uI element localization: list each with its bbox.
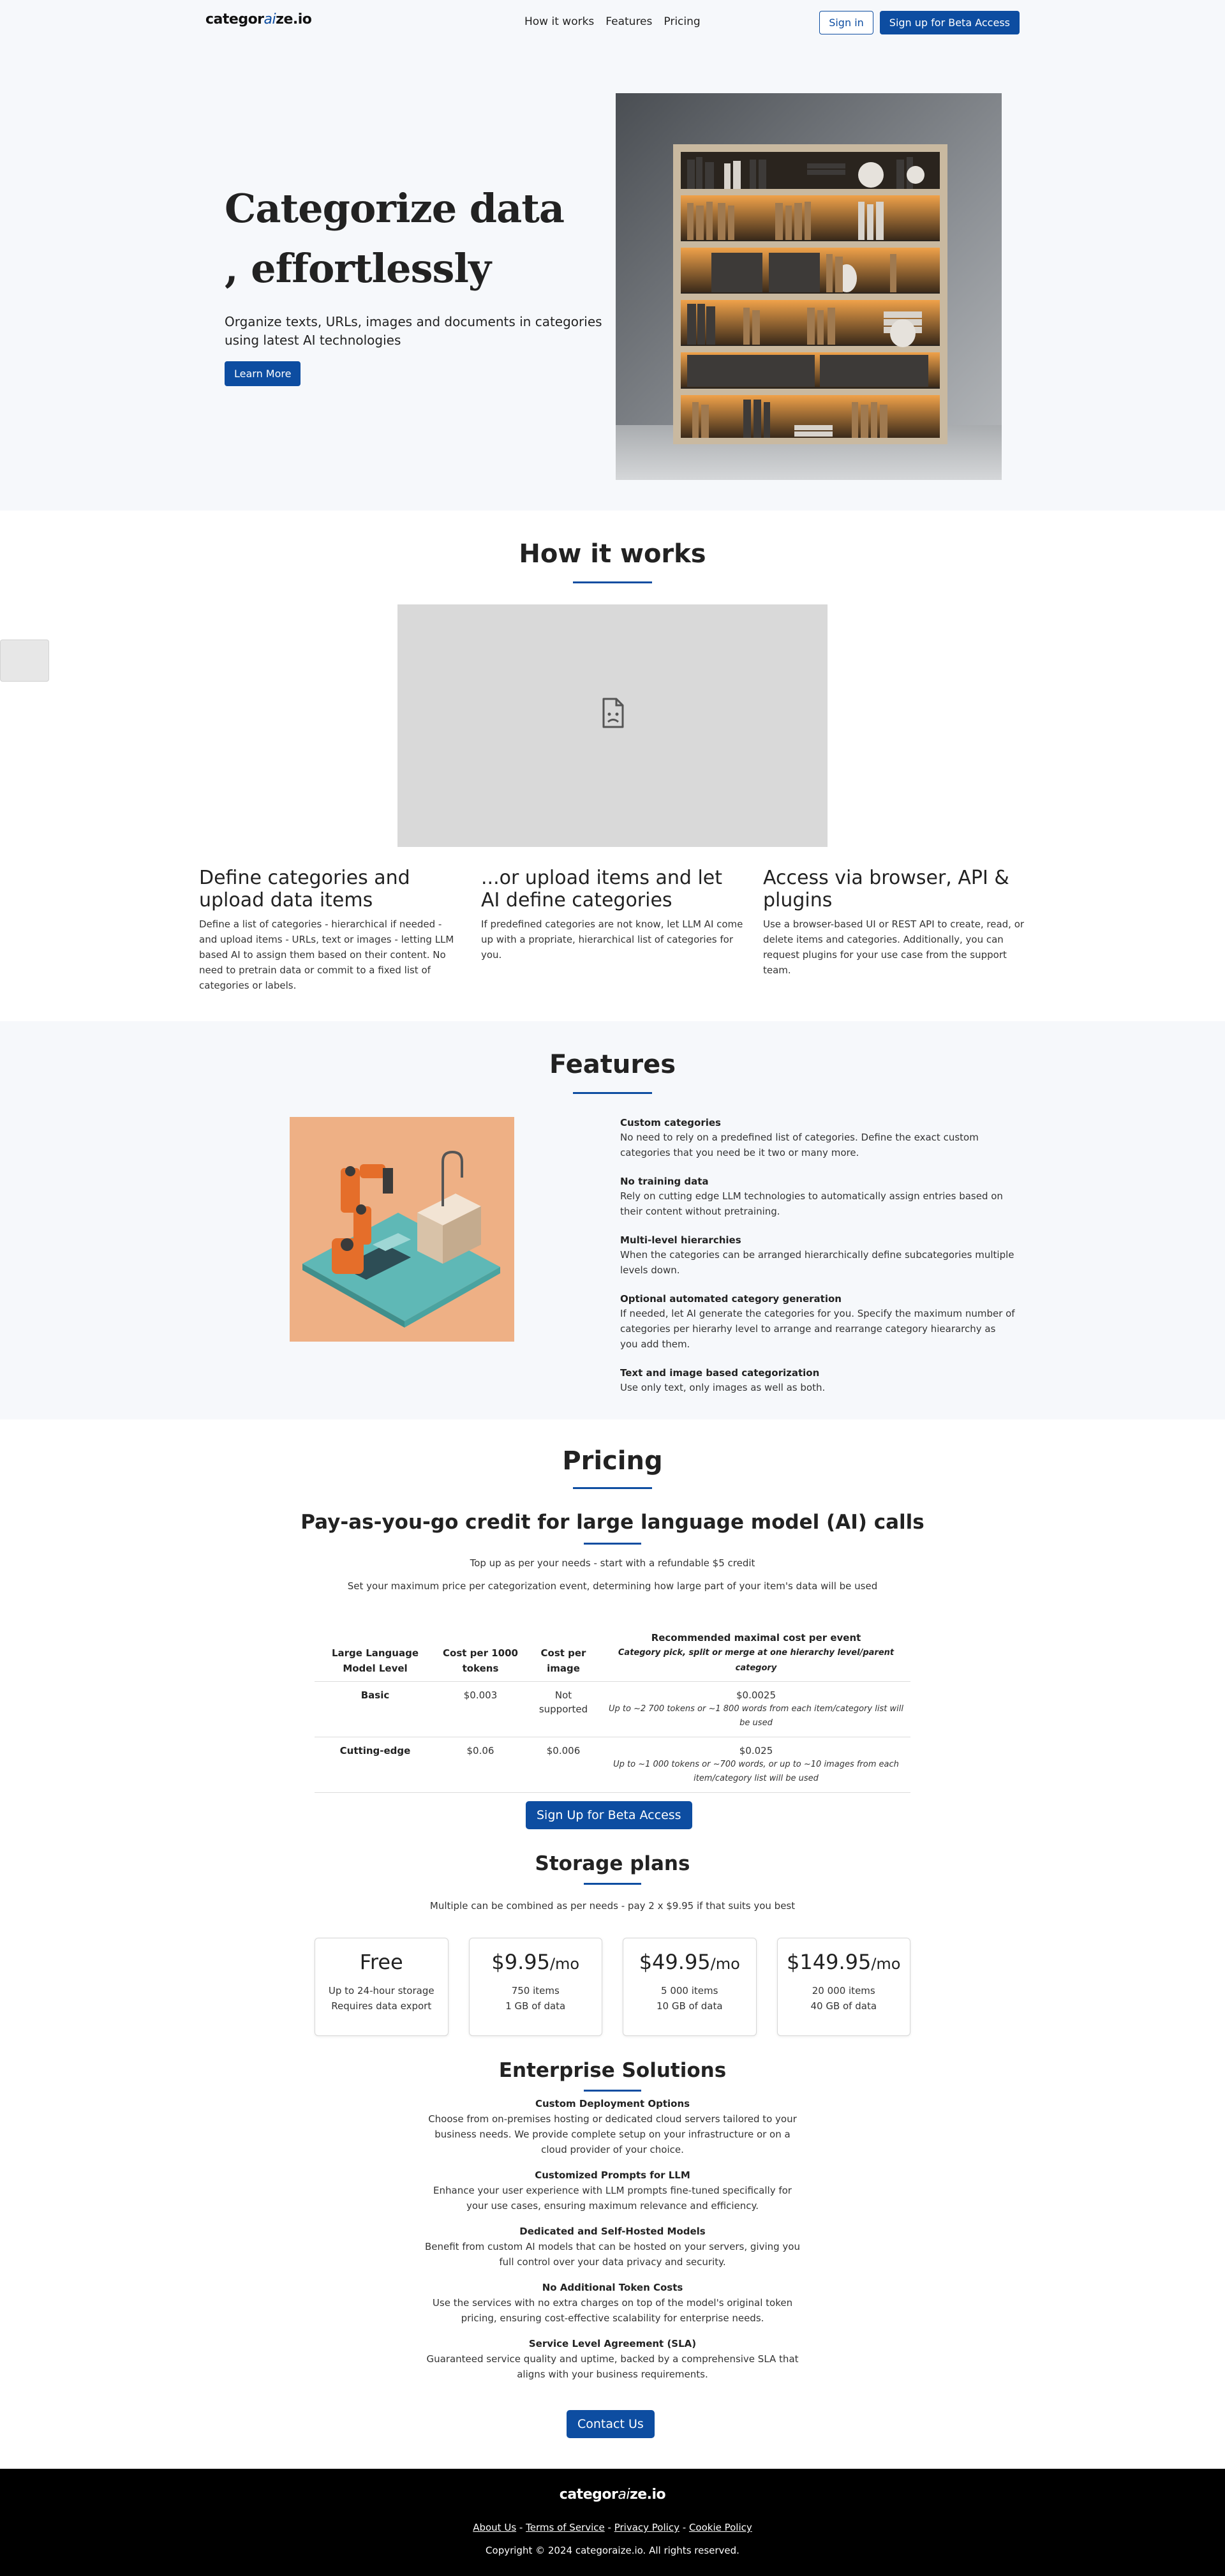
how-column-text: Use a browser-based UI or REST API to create, read, or delete items and categories. Additionally, you can request plugins for your use case from the support team. [763,918,1025,976]
plan-line: 20 000 items [812,1985,875,1996]
cell-per-tokens: $0.06 [436,1737,525,1793]
pricing-line-2: Set your maximum price per categorization event, determining how large part of your item's data will be used [347,1580,878,1592]
nav-links [524,15,701,28]
enterprise-item [421,2224,804,2270]
learn-more-button[interactable]: Learn More [225,361,301,386]
payg-subtitle: Pay-as-you-go credit for large language model (AI) calls [301,1511,924,1534]
plan-line: 750 items [511,1985,560,1996]
plan-price [778,1950,910,1974]
plan-price-value: $49.95 [639,1950,711,1974]
pricing-title: Pricing [562,1446,663,1476]
footer-logo-ai: ai [618,2487,630,2503]
enterprise-item-text: Benefit from custom AI models that can be hosted on your servers, giving you full control over your data privacy and security. [424,2241,800,2268]
footer-logo-prefix: categor [559,2487,618,2503]
enterprise-item-text: Choose from on-premises hosting or dedicated cloud servers tailored to your business needs. We provide complete setup on your infrastructure or on a cloud provider of your choice. [428,2113,797,2155]
header-recommended [602,1628,910,1682]
footer-logo-suffix: ze.io [629,2487,666,2503]
enterprise-item-text: Use the services with no extra charges on top of the model's original token pricing, ensuring cost-effective scalability for enterprise needs. [432,2297,793,2324]
how-column-define [199,867,462,993]
plan-line: Up to 24-hour storage [328,1985,434,1996]
feature-title: Multi-level hierarchies [620,1234,741,1246]
cell-max [602,1737,910,1793]
feature-item [620,1116,1016,1160]
cell-max [602,1682,910,1737]
cell-max-value: $0.0025 [736,1689,776,1701]
feature-item [620,1174,1016,1219]
plan-price-value: $149.95 [787,1950,872,1974]
feature-item [620,1366,1016,1395]
footer-separator: - [607,2522,611,2533]
feature-text: If needed, let AI generate the categories for you. Specify the maximum number of categories per hierarhy level to arrange and rearrange category hieararchy as you add them. [620,1308,1015,1350]
footer-link-privacy[interactable]: Privacy Policy [614,2522,679,2533]
pricing-line-1: Top up as per your needs - start with a refundable $5 credit [470,1557,755,1569]
enterprise-item-title: No Additional Token Costs [542,2282,683,2293]
footer-copyright: Copyright © 2024 categoraize.io. All rights reserved. [486,2545,739,2556]
footer-link-terms[interactable]: Terms of Service [526,2522,605,2533]
logo-ai: ai [264,11,276,27]
enterprise-item-text: Guaranteed service quality and uptime, backed by a comprehensive SLA that aligns with your business requirements. [426,2353,799,2380]
subtitle-underline [584,1883,641,1885]
storage-header [0,1852,1225,1912]
feature-list [620,1116,1016,1409]
plan-price-value: $9.95 [491,1950,550,1974]
how-column-heading: Access via browser, API & plugins [763,867,1009,911]
feature-item [620,1292,1016,1352]
nav-buttons [819,11,1020,34]
how-column-heading: ...or upload items and let AI define categories [481,867,723,911]
nav-link-pricing[interactable]: Pricing [664,15,701,28]
header-level: Large Language Model Level [331,1647,419,1674]
plan-price-unit: /mo [549,1955,580,1973]
feature-title: Optional automated category generation [620,1293,842,1305]
bookshelf-image [616,93,1002,480]
cell-max-value: $0.025 [739,1745,773,1756]
how-column-upload [481,867,744,993]
storage-plan-cards [315,1938,910,2036]
hero-section [0,45,1225,511]
plan-price-unit: /mo [871,1955,901,1973]
hero-title: Categorize data , effortlessly [225,185,565,292]
footer-link-cookie[interactable]: Cookie Policy [688,2522,752,2533]
feature-text: Use only text, only images as well as both. [620,1382,826,1393]
title-underline [573,581,652,583]
feature-title: Custom categories [620,1117,721,1128]
plan-card-14995[interactable] [777,1938,911,2036]
plan-line: 40 GB of data [810,2000,877,2012]
top-navbar [0,0,1225,45]
feature-text: When the categories can be arranged hierarchically define subcategories multiple levels down. [620,1249,1014,1276]
enterprise-title: Enterprise Solutions [498,2059,727,2082]
footer-link-about[interactable]: About Us [473,2522,517,2533]
footer-logo[interactable] [0,2487,1225,2503]
plan-price [470,1950,602,1974]
logo-suffix: ze.io [276,11,312,27]
enterprise-item [421,2168,804,2213]
plan-price-unit: /mo [710,1955,740,1973]
cell-max-note: Up to ~2 700 tokens or ~1 800 words from each item/category list will be used [609,1704,903,1728]
features-section [0,1021,1225,1419]
enterprise-item-title: Dedicated and Self-Hosted Models [519,2226,706,2237]
subtitle-underline [584,1543,641,1545]
title-underline [573,1092,652,1094]
how-it-works-title: How it works [519,539,706,569]
feature-item [620,1233,1016,1278]
plan-price-value: Free [359,1950,403,1974]
table-row [315,1682,910,1737]
footer-separator: - [682,2522,687,2533]
signin-button[interactable]: Sign in [819,11,873,34]
header-recommended-note: Category pick, split or merge at one hierarchy level/parent category [618,1648,895,1673]
feature-text: Rely on cutting edge LLM technologies to automatically assign entries based on their content without pretraining. [620,1190,1003,1217]
footer-separator: - [519,2522,523,2533]
plan-card-995[interactable] [469,1938,603,2036]
how-it-works-columns [199,867,1028,993]
enterprise-item-title: Service Level Agreement (SLA) [528,2338,697,2349]
contact-us-button[interactable]: Contact Us [567,2410,655,2438]
plan-line: 5 000 items [661,1985,718,1996]
robot-arm-image [290,1117,514,1342]
plan-line: 10 GB of data [656,2000,723,2012]
signup-beta-button[interactable]: Sign up for Beta Access [880,11,1020,34]
cell-per-image: Not supported [525,1682,602,1737]
how-column-text: If predefined categories are not know, let LLM AI come up with a propriate, hierarchical list of categories for you. [481,918,743,961]
how-it-works-section [0,511,1225,1021]
enterprise-item [421,2336,804,2382]
nav-link-how-it-works[interactable]: How it works [524,15,595,28]
enterprise-item-text: Enhance your user experience with LLM prompts fine-tuned specifically for your use cases, ensuring maximum relevance and efficiency. [433,2185,792,2212]
cell-level: Cutting-edge [315,1737,436,1793]
enterprise-item-title: Customized Prompts for LLM [535,2169,690,2181]
nav-link-features[interactable]: Features [605,15,653,28]
header-per-tokens: Cost per 1000 tokens [443,1647,518,1674]
llm-pricing-table [315,1628,910,1793]
signup-beta-access-button[interactable]: Sign Up for Beta Access [526,1801,692,1829]
cell-per-tokens: $0.003 [436,1682,525,1737]
bookshelf-illustration [616,93,1002,480]
table-row [315,1737,910,1793]
feature-title: Text and image based categorization [620,1367,820,1379]
cell-max-note: Up to ~1 000 tokens or ~700 words, or up to ~10 images from each item/category list will be used [613,1760,899,1783]
how-column-access [763,867,1026,993]
how-column-heading: Define categories and upload data items [199,867,410,911]
logo[interactable] [205,11,311,27]
storage-note: Multiple can be combined as per needs - pay 2 x $9.95 if that suits you best [429,1900,796,1912]
subtitle-underline [584,2090,641,2092]
features-title: Features [549,1050,676,1079]
logo-prefix: categor [205,11,264,27]
footer [0,2469,1225,2576]
hero-subtitle: Organize texts, URLs, images and documents in categories using latest AI technologies [225,314,602,348]
enterprise-list [421,2096,804,2392]
plan-line: Requires data export [331,2000,432,2012]
enterprise-item [421,2280,804,2326]
plan-price [623,1950,756,1974]
plan-line: 1 GB of data [505,2000,566,2012]
enterprise-header [0,2059,1225,2092]
enterprise-item-title: Custom Deployment Options [535,2098,690,2109]
side-tab[interactable] [0,640,49,682]
how-column-text: Define a list of categories - hierarchical if needed - and upload items - URLs, text or images - letting LLM based AI to assign them based on their content. No need to pretrain data or commit to a fixed list of categories or labels. [199,918,454,991]
plan-card-free[interactable] [315,1938,449,2036]
robot-illustration [290,1117,514,1342]
feature-title: No training data [620,1176,709,1187]
cell-per-image: $0.006 [525,1737,602,1793]
cell-level: Basic [315,1682,436,1737]
pricing-section [0,1419,1225,2471]
feature-text: No need to rely on a predefined list of categories. Define the exact custom categories that you need be it two or many more. [620,1132,979,1158]
header-recommended-title: Recommended maximal cost per event [651,1632,861,1644]
table-header-row [315,1628,910,1682]
plan-price [315,1950,448,1974]
video-placeholder [397,604,828,847]
plan-card-4995[interactable] [623,1938,757,2036]
storage-title: Storage plans [535,1852,690,1875]
footer-links [0,2522,1225,2533]
broken-image-icon [598,697,627,729]
header-per-image: Cost per image [540,1647,586,1674]
title-underline [573,1487,652,1489]
enterprise-item [421,2096,804,2157]
